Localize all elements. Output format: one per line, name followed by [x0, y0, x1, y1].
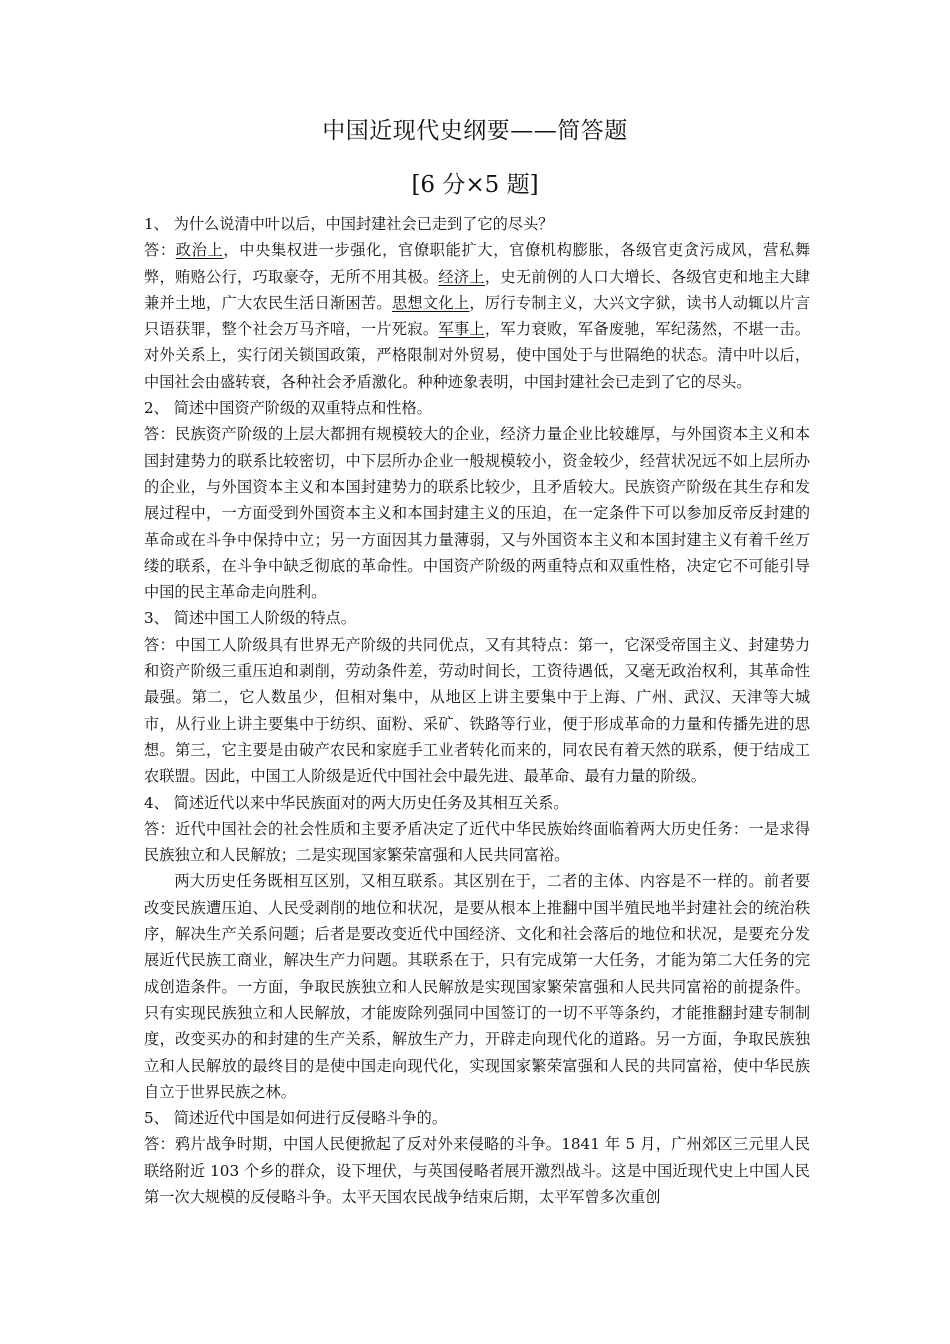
question-3: 3、 简述中国工人阶级的特点。 — [144, 609, 356, 628]
answer-4: 答：近代中国社会的社会性质和主要矛盾决定了近代中华民族始终面临着两大历史任务：一是求得民族独立和人民解放；二是实现国家繁荣富强和人民共同富裕。 — [144, 819, 810, 865]
keyword-military: 军事上 — [438, 320, 485, 339]
answer-3: 答：中国工人阶级具有世界无产阶级的共同优点，又有其特点：第一，它深受帝国主义、封建势力和资产阶级三重压迫和剥削，劳动条件差，劳动时间长，工资待遇低，又毫无政治权利，其革命性最强。第二，它人数虽少，但相对集中，从地区上讲主要集中于上海、广州、武汉、天津等大城市，从行业上讲主要集中于纺织、面粉、采矿、铁路等行业，便于形成革命的力量和传播先进的思想。第三，它主要是由破产农民和家庭手工业者转化而来的，同农民有着天然的联系，便于结成工农联盟。因此，中国工人阶级是近代中国社会中最先进、最革命、最有力量的阶级。 — [144, 635, 810, 786]
question-5: 5、 简述近代中国是如何进行反侵略斗争的。 — [144, 1109, 448, 1128]
document-title: 中国近现代史纲要——简答题 — [322, 118, 628, 144]
keyword-economy: 经济上 — [438, 267, 485, 286]
question-1: 1、 为什么说清中叶以后，中国封建社会已走到了它的尽头？ — [144, 215, 554, 233]
answer-1 — [144, 237, 810, 395]
keyword-culture: 思想文化上 — [391, 293, 470, 312]
answer-4-paragraph: 两大历史任务既相互区别，又相互联系。其区别在于，二者的主体、内容是不一样的。前者要改变民族遭压迫、人民受剥削的地位和状况，是要从根本上推翻中国半殖民地半封建社会的统治秩序，解决生产关系问题；后者是要改变近代中国经济、文化和社会落后的地位和状况，是要充分发展近代民族工商业，解决生产力问题。其联系在于，只有完成第一大任务，才能为第二大任务的完成创造条件。一方面，争取民族独立和人民解放是实现国家繁荣富强和人民共同富裕的前提条件。只有实现民族独立和人民解放，才能废除列强同中国签订的一切不平等条约，才能推翻封建专制制度，改变买办的和封建的生产关系，解放生产力，开辟走向现代化的道路。另一方面，争取民族独立和人民解放的最终目的是使中国走向现代化，实现国家繁荣富强和人民的共同富裕，使中华民族自立于世界民族之林。 — [144, 872, 810, 1101]
question-4: 4、 简述近代以来中华民族面对的两大历史任务及其相互关系。 — [144, 793, 569, 812]
document-subtitle: [6 分×5 题] — [411, 172, 539, 198]
answer-5: 答：鸦片战争时期，中国人民便掀起了反对外来侵略的斗争。1841 年 5 月，广州郊区三元里人民联络附近 103 个乡的群众，设下埋伏，与英国侵略者展开激烈战斗。这是中国近现代史上中国人民第一次大规模的反侵略斗争。太平天国农民战争结束后期，太平军曾多次重创 — [144, 1135, 810, 1206]
answer-1-military-text: ，军力衰败，军备废驰，军纪荡然，不堪一击。对外关系上，实行闭关锁国政策，严格限制对外贸易，使中国处于与世隔绝的状态。清中叶以后，中国社会由盛转衰，各种社会矛盾激化。种种迹象表明，中国封建社会已走到了它的尽头。 — [144, 320, 811, 391]
question-2: 2、 简述中国资产阶级的双重特点和性格。 — [144, 399, 432, 418]
answer-2: 答：民族资产阶级的上层大都拥有规模较大的企业，经济力量企业比较雄厚，与外国资本主义和本国封建势力的联系比较密切，中下层所办企业一般规模较小，资金较少，经营状况远不如上层所办的企业，与外国资本主义和本国封建势力的联系比较少，且矛盾较大。民族资产阶级在其生存和发展过程中，一方面受到外国资本主义和本国封建主义的压迫，在一定条件下可以参加反帝反封建的革命或在斗争中保持中立；另一方面因其力量薄弱，又与外国资本主义和本国封建主义有着千丝万缕的联系，在斗争中缺乏彻底的革命性。中国资产阶级的两重特点和双重性格，决定它不可能引导中国的民主革命走向胜利。 — [144, 425, 810, 602]
answer-1-politics-text: ，中央集权进一步强化，官僚职能扩大，官僚机构膨胀，各级官吏贪污成风，营私舞弊，贿赂公行，巧取豪夺，无所不用其极。 — [144, 241, 811, 286]
answer-1-culture-text: ，厉行专制主义，大兴文字狱，读书人动辄以片言只语获罪，整个社会万马齐喑，一片死寂。 — [144, 293, 811, 339]
document-body — [144, 211, 810, 1210]
answer-1-prefix: 答： — [144, 241, 176, 260]
answer-1-economy-text: ，史无前例的人口大增长、各级官吏和地主大肆兼并土地，广大农民生活日渐困苦。 — [144, 267, 811, 312]
keyword-politics: 政治上 — [175, 241, 224, 260]
